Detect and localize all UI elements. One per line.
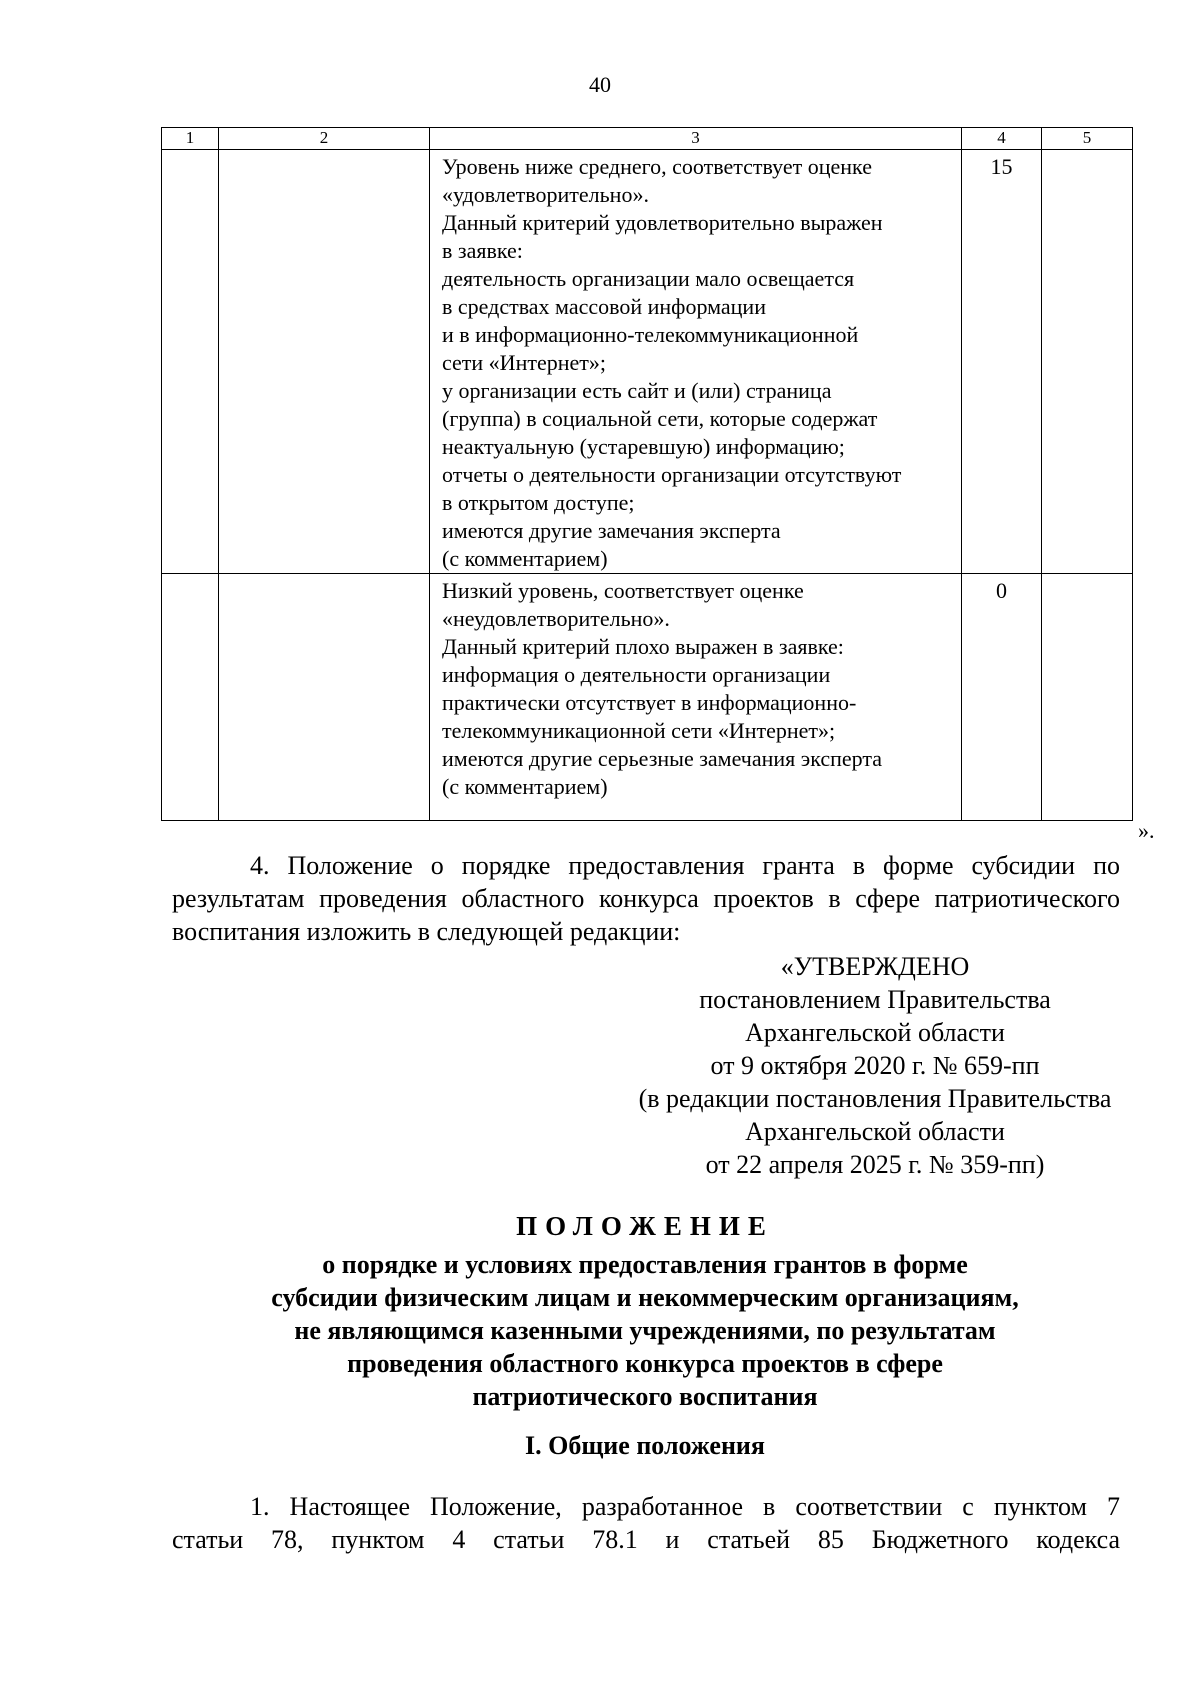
- paragraph-4-text: результатам проведения областного конкурса проектов в сфере патриотического: [172, 884, 1120, 913]
- row-cell-col2: [219, 574, 430, 821]
- approval-line: (в редакции постановления Правительства: [638, 1084, 1112, 1113]
- criterion-text-line: отчеты о деятельности организации отсутствуют: [442, 462, 902, 487]
- paragraph-4-line: [172, 849, 1120, 882]
- criterion-text-line: «неудовлетворительно».: [442, 606, 670, 631]
- paragraph-4-line: [172, 915, 1120, 948]
- column-number-1: 1: [162, 128, 219, 150]
- column-number-2: 2: [219, 128, 430, 150]
- approval-line: «УТВЕРЖДЕНО: [780, 952, 970, 981]
- approval-line: Архангельской области: [745, 1117, 1005, 1146]
- criterion-text-line: в средствах массовой информации: [442, 294, 766, 319]
- subtitle-line: субсидии физическим лицам и некоммерческим организациям,: [271, 1283, 1019, 1312]
- criterion-text-line: Данный критерий плохо выражен в заявке:: [442, 634, 844, 659]
- page-number: 40: [589, 72, 611, 97]
- row-cell-col1: [162, 574, 219, 821]
- subtitle-line: проведения областного конкурса проектов в сфере: [347, 1349, 943, 1378]
- criterion-description-cell: [430, 150, 962, 574]
- approval-line: постановлением Правительства: [699, 985, 1051, 1014]
- paragraph-1-line: [172, 1523, 1120, 1556]
- paragraph-4-text: 4. Положение о порядке предоставления гранта в форме субсидии по: [250, 851, 1120, 880]
- paragraph-1-text: статьи 78, пунктом 4 статьи 78.1 и статьей 85 Бюджетного кодекса: [172, 1525, 1120, 1554]
- table-closing-quote: ».: [1138, 818, 1155, 843]
- approval-line: от 9 октября 2020 г. № 659-пп: [710, 1051, 1040, 1080]
- criteria-table: [161, 127, 1133, 821]
- table-row: [162, 574, 1133, 821]
- column-number-5: 5: [1042, 128, 1133, 150]
- criterion-text-line: Низкий уровень, соответствует оценке: [442, 578, 804, 603]
- criterion-description-cell: [430, 574, 962, 821]
- criterion-text-line: (с комментарием): [442, 546, 608, 571]
- criterion-text-line: деятельность организации мало освещается: [442, 266, 855, 291]
- paragraph-1-line: [172, 1490, 1120, 1523]
- criterion-text-line: (с комментарием): [442, 774, 608, 799]
- criterion-text-line: практически отсутствует в информационно-: [442, 690, 857, 715]
- criterion-text-line: имеются другие замечания эксперта: [442, 518, 781, 543]
- row-cell-col5: [1042, 574, 1133, 821]
- criterion-text-line: в открытом доступе;: [442, 490, 635, 515]
- subtitle-line: не являющимся казенными учреждениями, по результатам: [294, 1316, 996, 1345]
- approval-line: от 22 апреля 2025 г. № 359-пп): [705, 1150, 1045, 1179]
- section-heading: I. Общие положения: [525, 1431, 765, 1460]
- criterion-text-line: «удовлетворительно».: [442, 182, 649, 207]
- criterion-text-line: неактуальную (устаревшую) информацию;: [442, 434, 845, 459]
- criterion-text-line: Уровень ниже среднего, соответствует оценке: [442, 154, 872, 179]
- approval-line: Архангельской области: [745, 1018, 1005, 1047]
- row-cell-col1: [162, 150, 219, 574]
- criterion-text-line: в заявке:: [442, 238, 523, 263]
- document-subtitle: [0, 1248, 1200, 1413]
- criterion-text-line: сети «Интернет»;: [442, 350, 606, 375]
- column-number-3: 3: [430, 128, 962, 150]
- subtitle-line: о порядке и условиях предоставления грантов в форме: [322, 1250, 968, 1279]
- column-number-4: 4: [962, 128, 1042, 150]
- document-title: ПОЛОЖЕНИЕ: [516, 1211, 774, 1241]
- subtitle-line: патриотического воспитания: [472, 1382, 818, 1411]
- criterion-text-line: имеются другие серьезные замечания эксперта: [442, 746, 883, 771]
- table-row: [162, 150, 1133, 574]
- paragraph-1-text: 1. Настоящее Положение, разработанное в соответствии с пунктом 7: [250, 1492, 1120, 1521]
- criterion-text-line: и в информационно-телекоммуникационной: [442, 322, 859, 347]
- criterion-text-line: у организации есть сайт и (или) страница: [442, 378, 832, 403]
- criterion-text-line: телекоммуникационной сети «Интернет»;: [442, 718, 836, 743]
- approval-stamp-block: [590, 950, 1160, 1181]
- row-cell-col5: [1042, 150, 1133, 574]
- score-cell: 0: [962, 574, 1042, 821]
- row-cell-col2: [219, 150, 430, 574]
- paragraph-4-text: воспитания изложить в следующей редакции:: [172, 917, 681, 946]
- score-cell: 15: [962, 150, 1042, 574]
- paragraph-4-line: [172, 882, 1120, 915]
- criterion-text-line: (группа) в социальной сети, которые содержат: [442, 406, 878, 431]
- criterion-text-line: Данный критерий удовлетворительно выражен: [442, 210, 883, 235]
- table-header-row: [162, 128, 1133, 150]
- criterion-text-line: информация о деятельности организации: [442, 662, 831, 687]
